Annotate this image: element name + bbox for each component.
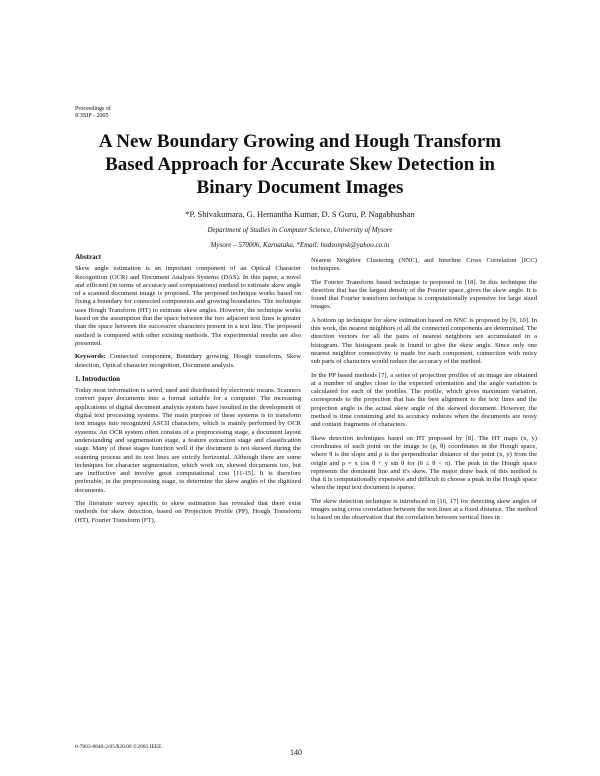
abstract-heading: Abstract [75,253,102,261]
keywords-text: Connected component, Boundary growing, Hough transform, Skew detection, Optical character recognition, Document analysis. [75,353,301,369]
introduction-paragraph: Today most information is saved, used and distributed by electronic means. Scanners convert paper documents into a format suitable for a computer. The increasing applications of digital document analysis system have resulted in the development of digital text processing systems. The main purpose of these systems is to transform text images into recognized ASCII characters, which is mainly performed by OCR systems. An OCR system often consists of a preprocessing stage, a document layout understanding and segmentation stage, a feature extraction stage and classification stage. Many of these stages function well if the document is not skewed during the scanning process and its text lines are strictly horizontal. Although there are some techniques for character segmentation, which work on, skewed documents too, but are ineffective and involve great computational cost [11-15]. It is therefore preferable, in the preprocessing stage, to determine the skew angles of the digitized documents. [75,387,301,494]
body-paragraph: The skew detection technique is introduced in [16, 17] for detecting skew angles of images using cross correlation between the text lines at a fixed distance. The method is based on the observation that the correlation between vertical lines in [311,497,537,522]
body-paragraph: A bottom up technique for skew estimation based on NNC is proposed by [9, 10]. In this work, the nearest neighbors of all the connected components are determined. The direction vectors for all the pairs of nearest neighbors are accumulated in a histogram. The histogram peak is found to give the skew angle. Since only one nearest neighbor connectivity is made for each component, connection with noisy sub parts of characters would reduce the accuracy of the method. [311,316,537,366]
title-line: Based Approach for Accurate Skew Detection in [105,154,495,175]
affiliation: Department of Studies in Computer Science, University of Mysore [207,226,393,234]
introduction-paragraph: The literature survey specific to skew estimation has revealed that there exist methods for skew detection, based on Projection Profile (PP), Hough Transform (HT), Fourier Transform (FT), [75,500,301,524]
author-address: Mysore – 570006, Karnataka, *Email: hudsonpsk@yahoo.co.in [210,241,390,249]
left-column [75,253,301,530]
keywords-label: Keywords: [75,353,106,361]
title-line: Binary Document Images [196,177,404,198]
body-paragraph: Skew detection techniques based on HT proposed by [8]. The HT maps (x, y) coordinates of each point on the image to (ρ, θ) coordinates in the Hough space, where θ is the slope and ρ is the perpendicular distance of the point (x, y) from the origin and ρ = x cos θ + y sin θ for (0 ≤ θ < π). The peak in the Hough space represents the dominant line and it's skew. The major draw back of this method is that it is computationally expensive and difficult to choose a peak in the Hough space when the input text document is sparse. [311,434,537,492]
copyright-footer: 0-7803-8840-2/05/$20.00 ©2005 IEEE [75,744,162,750]
introduction-heading: 1. Introduction [75,374,120,383]
author-list: *P. Shivakumara, G. Hemantha Kumar, D. S Guru, P. Nagabhushan [185,209,415,219]
keywords-paragraph [75,353,301,370]
body-paragraph: In the PP based methods [7], a series of projection profiles of an image are obtained at a number of angles close to the expected orientation and the angle variation is calculated for each of the profiles. The profile, which gives maximum variation, corresponds to the projection that has the best alignment to the text lines and the projection angle is the actual skew angle of the skewed document. However, the method is time consuming and its accuracy reduces when the documents are noisy and contain fragments of characters. [311,371,537,429]
page-number: 140 [290,748,302,757]
proceedings-line: Proceedings of [75,106,111,112]
title-line: A New Boundary Growing and Hough Transform [98,131,502,152]
conference-name: ICISIP - 2005 [75,113,109,119]
body-paragraph: The Fourier Transform based technique is proposed in [18]. In this technique the direction that has the largest density of the Fourier space, gives the skew angle. It is found that Fourier transform technique is computationally expensive for large sized images. [311,278,537,311]
proceedings-label [75,106,111,120]
paper-title [40,130,560,199]
right-column [311,257,537,528]
abstract-text: Skew angle estimation is an important component of an Optical Character Recognition (OCR) and Document Analysis Systems (DAS). In this paper, a novel and efficient (in terms of accuracy and computations) method to estimate skew angle of a scanned document image is proposed. The proposed technique works based on fixing a boundary for connected components and growing boundaries. The technique uses Hough Transform (HT) to estimate skew angles. However, the technique works based on the assumption that the space between the two adjacent text lines is greater than the space between the successive characters present in a text line. The proposed method is compared with other existing methods. The experimental results are also presented. [75,265,301,347]
body-paragraph: Nearest Neighbor Clustering (NNC), and Interline Cross Correlation (ICC) techniques. [311,257,537,273]
